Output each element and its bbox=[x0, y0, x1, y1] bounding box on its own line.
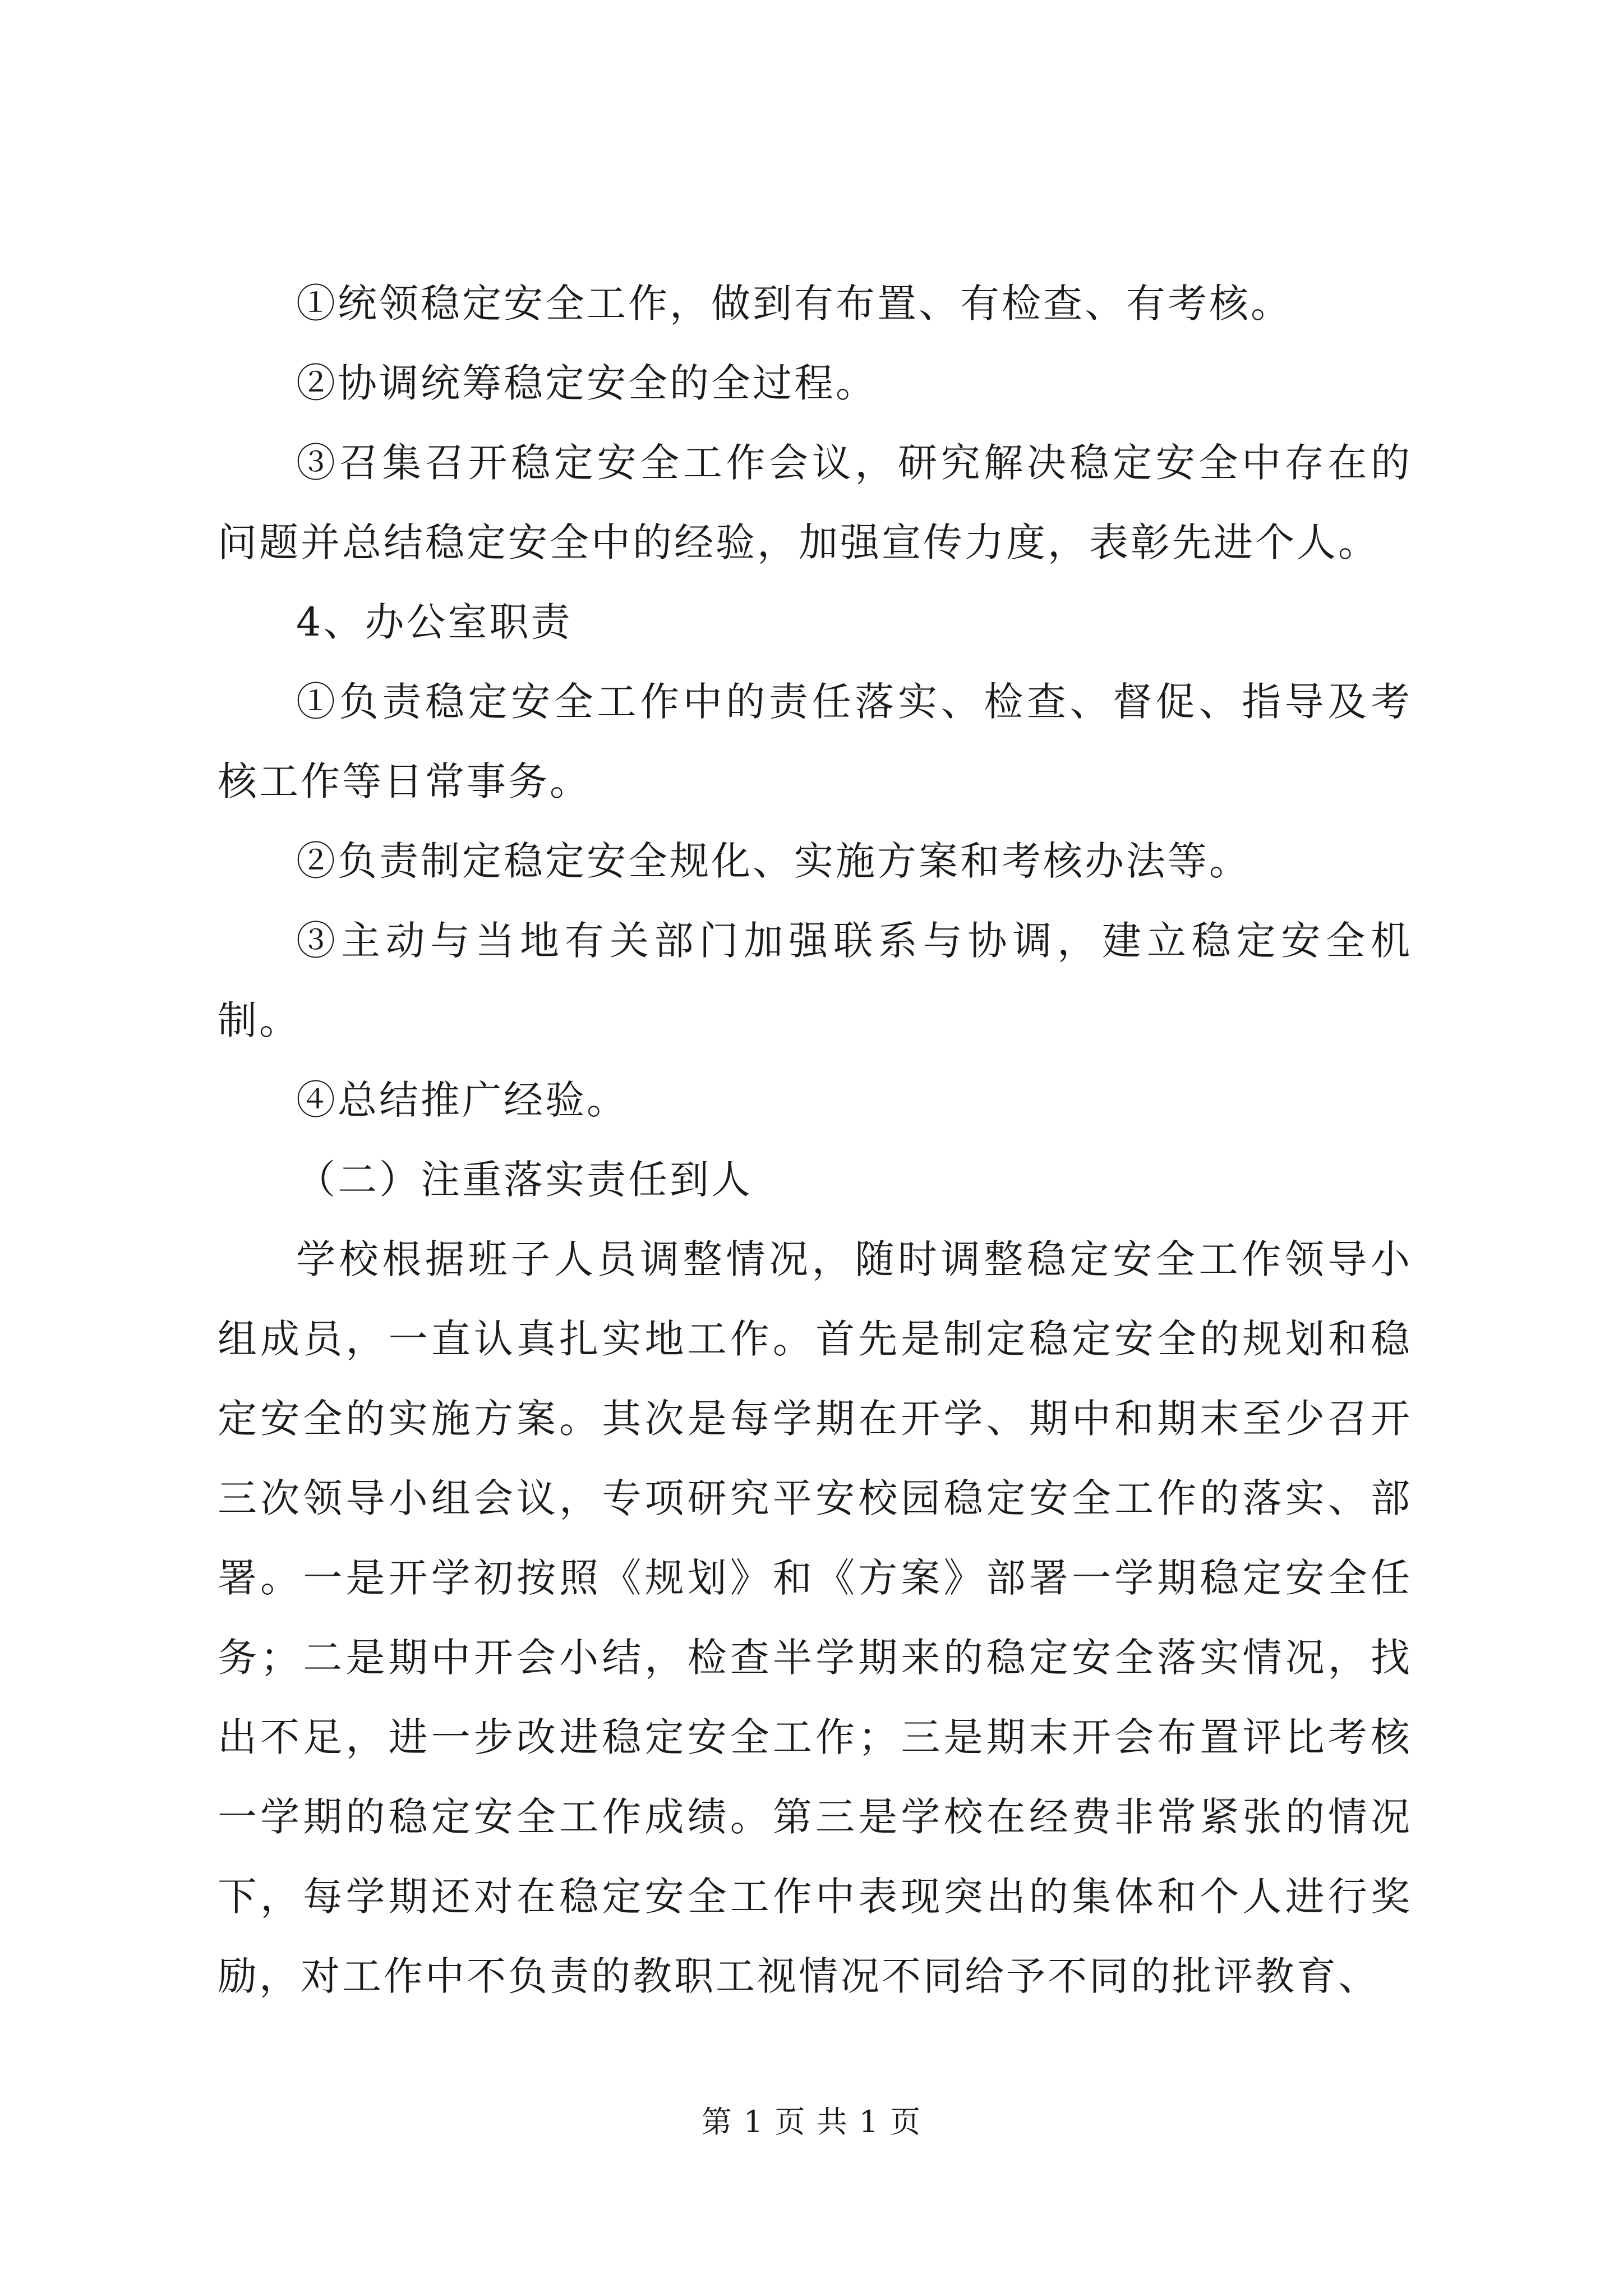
section-heading-responsibility: （二）注重落实责任到人 bbox=[296, 1157, 753, 1203]
paragraph-duty-1: ①统领稳定安全工作，做到有布置、有检查、有考核。 bbox=[296, 280, 1292, 326]
paragraph-office-duty-3: ③主动与当地有关部门加强联系与协调，建立稳定安全机制。 bbox=[218, 918, 1412, 1043]
page-footer: 第 1 页 共 1 页 bbox=[701, 2104, 922, 2139]
paragraph-body-text: 学校根据班子人员调整情况，随时调整稳定安全工作领导小组成员，一直认真扎实地工作。首先是制定稳定安全的规划和稳定安全的实施方案。其次是每学期在开学、期中和期末至少召开三次领导小组会议，专项研究平安校园稳定安全工作的落实、部署。一是开学初按照《规划》和《方案》部署一学期稳定安全任务；二是期中开会小结，检查半学期来的稳定安全落实情况，找出不足，进一步改进稳定安全工作；三是期末开会布置评比考核一学期的稳定安全工作成绩。第三是学校在经费非常紧张的情况下，每学期还对在稳定安全工作中表现突出的集体和个人进行奖励，对工作中不负责的教职工视情况不同给予不同的批评教育、 bbox=[218, 1236, 1412, 1999]
section-heading-office-duties: 4、办公室职责 bbox=[296, 599, 573, 645]
paragraph-office-duty-1: ①负责稳定安全工作中的责任落实、检查、督促、指导及考核工作等日常事务。 bbox=[218, 679, 1412, 804]
paragraph-office-duty-4: ④总结推广经验。 bbox=[296, 1077, 628, 1123]
paragraph-office-duty-2: ②负责制定稳定安全规化、实施方案和考核办法等。 bbox=[296, 838, 1251, 884]
paragraph-duty-2: ②协调统筹稳定安全的全过程。 bbox=[296, 360, 877, 406]
document-body bbox=[218, 264, 1412, 2016]
paragraph-duty-3: ③召集召开稳定安全工作会议，研究解决稳定安全中存在的问题并总结稳定安全中的经验，加强宣传力度，表彰先进个人。 bbox=[218, 440, 1412, 565]
